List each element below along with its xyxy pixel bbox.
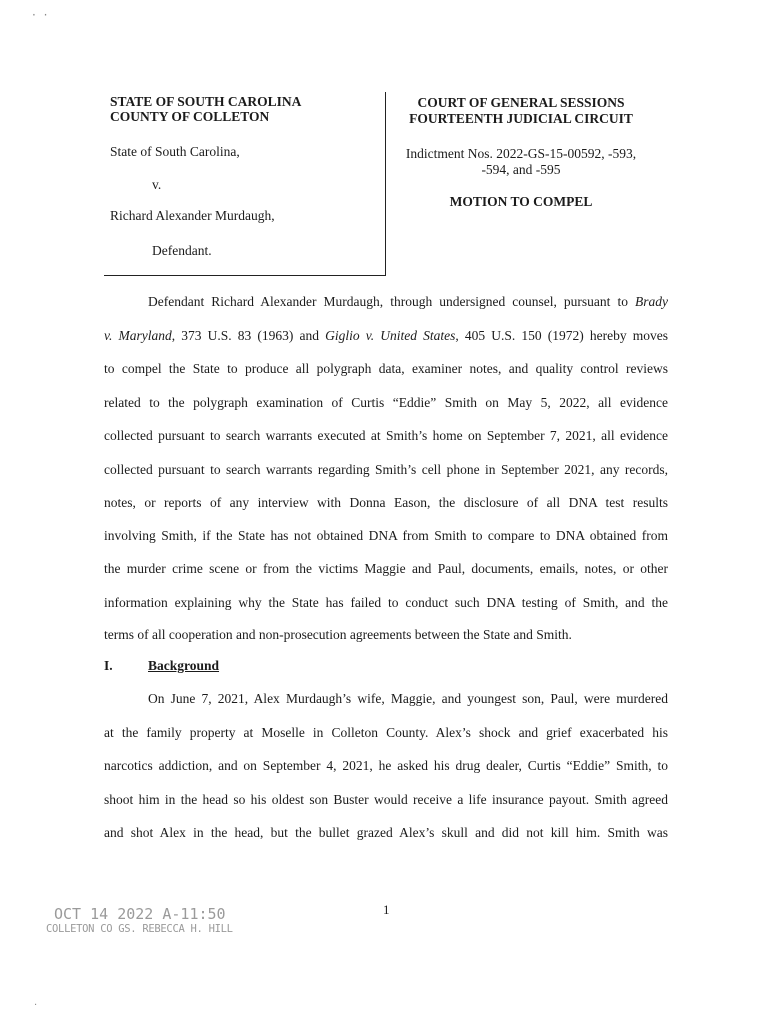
- plaintiff-name: State of South Carolina,: [110, 144, 240, 159]
- intro-line: Defendant Richard Alexander Murdaugh, through undersigned counsel, pursuant to Brady: [148, 294, 668, 309]
- intro-line: collected pursuant to search warrants regarding Smith’s cell phone in September 2021, any records,: [104, 462, 668, 477]
- intro-line: collected pursuant to search warrants executed at Smith’s home on September 7, 2021, all evidence: [104, 428, 668, 443]
- scan-artifact-mark: · ·: [32, 8, 50, 22]
- intro-line: terms of all cooperation and non-prosecution agreements between the State and Smith.: [104, 627, 572, 642]
- background-line: and shot Alex in the head, but the bullet grazed Alex’s skull and did not kill him. Smith was: [104, 825, 668, 840]
- intro-line: to compel the State to produce all polygraph data, examiner notes, and quality control reviews: [104, 361, 668, 376]
- indictment-numbers-continued: -594, and -595: [481, 162, 561, 177]
- caption-left-block: [104, 88, 386, 276]
- versus-label: v.: [152, 177, 162, 192]
- page-number: 1: [383, 902, 390, 917]
- caption-divider: [385, 92, 386, 276]
- filing-stamp-office: COLLETON CO GS. REBECCA H. HILL: [46, 923, 233, 935]
- circuit-heading: FOURTEENTH JUDICIAL CIRCUIT: [409, 111, 633, 126]
- indictment-numbers: Indictment Nos. 2022-GS-15-00592, -593,: [405, 146, 637, 161]
- scan-artifact-dot: ·: [34, 1000, 38, 1011]
- state-heading: STATE OF SOUTH CAROLINA: [110, 94, 302, 109]
- intro-line: v. Maryland, 373 U.S. 83 (1963) and Giglio v. United States, 405 U.S. 150 (1972) hereby moves: [104, 328, 669, 343]
- defendant-name: Richard Alexander Murdaugh,: [110, 208, 275, 223]
- section-number: I.: [104, 658, 113, 673]
- intro-line: notes, or reports of any interview with Donna Eason, the disclosure of all DNA test results: [104, 495, 668, 510]
- filing-stamp-date: OCT 14 2022 A-11:50: [54, 905, 226, 923]
- court-heading: COURT OF GENERAL SESSIONS: [417, 95, 625, 110]
- intro-line: related to the polygraph examination of Curtis “Eddie” Smith on May 5, 2022, all evidence: [104, 395, 668, 410]
- background-line: narcotics addiction, and on September 4, 2021, he asked his drug dealer, Curtis “Eddie” Smith, to: [104, 758, 668, 773]
- background-line: shoot him in the head so his oldest son Buster would receive a life insurance payout. Smith agreed: [104, 792, 668, 807]
- motion-title: MOTION TO COMPEL: [449, 194, 593, 209]
- background-line: On June 7, 2021, Alex Murdaugh’s wife, Maggie, and youngest son, Paul, were murdered: [148, 691, 668, 706]
- background-line: at the family property at Moselle in Colleton County. Alex’s shock and grief exacerbated his: [104, 725, 668, 740]
- intro-line: involving Smith, if the State has not obtained DNA from Smith to compare to DNA obtained from: [104, 528, 668, 543]
- intro-line: the murder crime scene or from the victims Maggie and Paul, documents, emails, notes, or other: [104, 561, 668, 576]
- intro-line: information explaining why the State has failed to conduct such DNA testing of Smith, and the: [104, 595, 668, 610]
- section-heading: Background: [148, 658, 220, 673]
- county-heading: COUNTY OF COLLETON: [110, 109, 270, 124]
- case-caption: [104, 88, 664, 278]
- defendant-label: Defendant.: [152, 243, 212, 258]
